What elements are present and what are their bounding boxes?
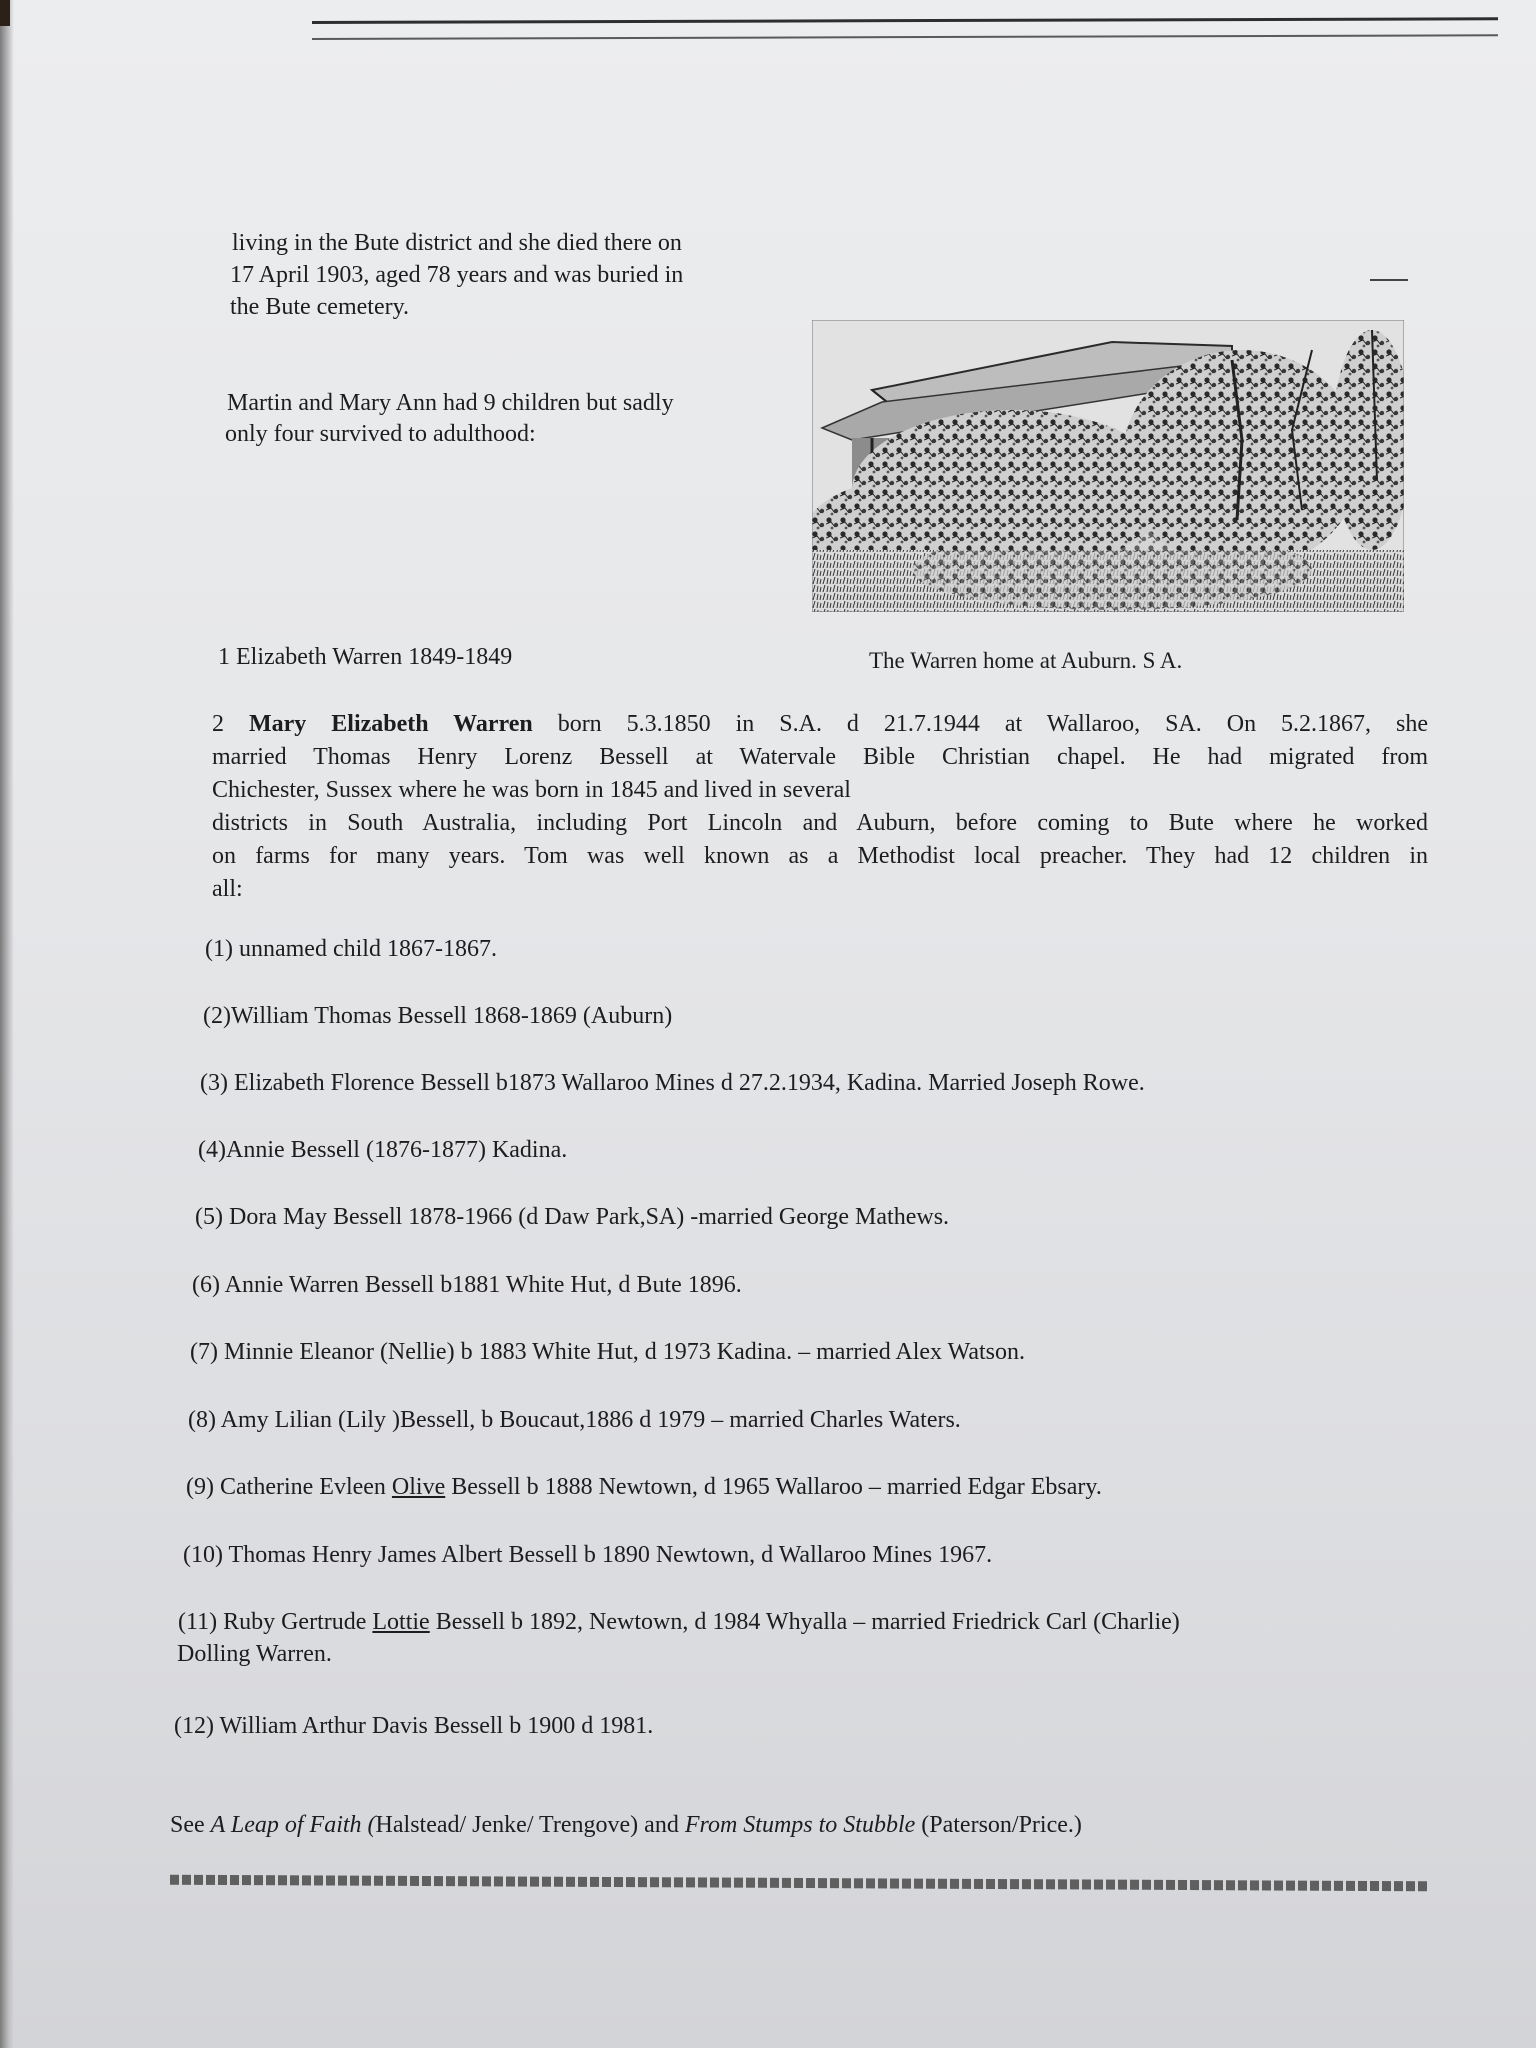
photo-caption: The Warren home at Auburn. S A. <box>869 648 1183 673</box>
mary-name: Mary Elizabeth Warren <box>248 711 533 737</box>
mary-paragraph <box>212 708 1428 906</box>
intro-line-1: living in the Bute district and she died there on <box>232 230 682 256</box>
intro-line-3: the Bute cemetery. <box>230 294 410 320</box>
child-11-underlined-name: Lottie <box>372 1609 430 1635</box>
child-list-item-1: (1) unnamed child 1867-1867. <box>205 936 497 962</box>
child-list-item-2: (2)William Thomas Bessell 1868-1869 (Auburn) <box>203 1003 673 1029</box>
mary-line-6: all: <box>212 876 243 902</box>
child-list-item-10: (10) Thomas Henry James Albert Bessell b 1890 Newtown, d Wallaroo Mines 1967. <box>183 1542 993 1568</box>
mary-line-2: married Thomas Henry Lorenz Bessell at Watervale Bible Christian chapel. He had migrated from <box>212 744 1428 770</box>
intro-line-2: 17 April 1903, aged 78 years and was buried in <box>230 262 684 288</box>
page-edge-shadow <box>0 0 14 2048</box>
child-9-suffix: Bessell b 1888 Newtown, d 1965 Wallaroo – married Edgar Ebsary. <box>445 1474 1102 1500</box>
child-11-prefix: (11) Ruby Gertrude <box>178 1609 373 1635</box>
child-list-item-11-continued: Dolling Warren. <box>177 1641 332 1667</box>
mary-line-5: on farms for many years. Tom was well known as a Methodist local preacher. They had 12 children in <box>212 843 1428 869</box>
binder-corner <box>0 0 10 26</box>
child-list-item-4: (4)Annie Bessell (1876-1877) Kadina. <box>198 1137 568 1163</box>
warren-home-photo <box>812 320 1404 612</box>
mary-line-1 <box>212 708 1428 741</box>
child-list-item-5: (5) Dora May Bessell 1878-1966 (d Daw Park,SA) -married George Mathews. <box>195 1204 950 1230</box>
mary-line-3: Chichester, Sussex where he was born in 1845 and lived in several <box>212 777 851 803</box>
child-list-item-6: (6) Annie Warren Bessell b1881 White Hut, d Bute 1896. <box>192 1272 742 1298</box>
child-list-item-7: (7) Minnie Eleanor (Nellie) b 1883 White Hut, d 1973 Kadina. – married Alex Watson. <box>190 1339 1025 1365</box>
martin-line-2: only four survived to adulthood: <box>225 421 536 447</box>
child-list-item-12: (12) William Arthur Davis Bessell b 1900 d 1981. <box>174 1713 654 1739</box>
book-1-authors: Halstead/ Jenke/ Trengove) and <box>375 1812 685 1838</box>
child-list-item-8: (8) Amy Lilian (Lily )Bessell, b Boucaut,1886 d 1979 – married Charles Waters. <box>188 1407 961 1433</box>
child-11-suffix: Bessell b 1892, Newtown, d 1984 Whyalla – married Friedrick Carl (Charlie) <box>429 1609 1180 1635</box>
margin-dash <box>1370 279 1408 281</box>
child-1-elizabeth: 1 Elizabeth Warren 1849-1849 <box>218 644 513 670</box>
child-9-underlined-name: Olive <box>391 1474 446 1500</box>
mary-line-1-rest: born 5.3.1850 in S.A. d 21.7.1944 at Wallaroo, SA. On 5.2.1867, she <box>557 711 1429 737</box>
child-list-item-3: (3) Elizabeth Florence Bessell b1873 Wallaroo Mines d 27.2.1934, Kadina. Married Joseph Rowe. <box>200 1070 1145 1096</box>
book-2-authors: (Paterson/Price.) <box>915 1812 1082 1838</box>
mary-line-4: districts in South Australia, including Port Lincoln and Auburn, before coming to Bute where he worked <box>212 810 1428 836</box>
book-title-stumps-to-stubble: From Stumps to Stubble <box>684 1812 916 1838</box>
child-9-prefix: (9) Catherine Evleen <box>186 1474 392 1500</box>
see-also-line <box>170 1810 1082 1840</box>
child-list-item-11 <box>178 1607 1180 1637</box>
child-list-item-9 <box>186 1472 1102 1502</box>
see-also-lead: See <box>170 1812 211 1838</box>
book-title-leap-of-faith: A Leap of Faith ( <box>210 1812 376 1838</box>
martin-line-1: Martin and Mary Ann had 9 children but sadly <box>227 390 674 416</box>
mary-number: 2 <box>212 711 224 737</box>
